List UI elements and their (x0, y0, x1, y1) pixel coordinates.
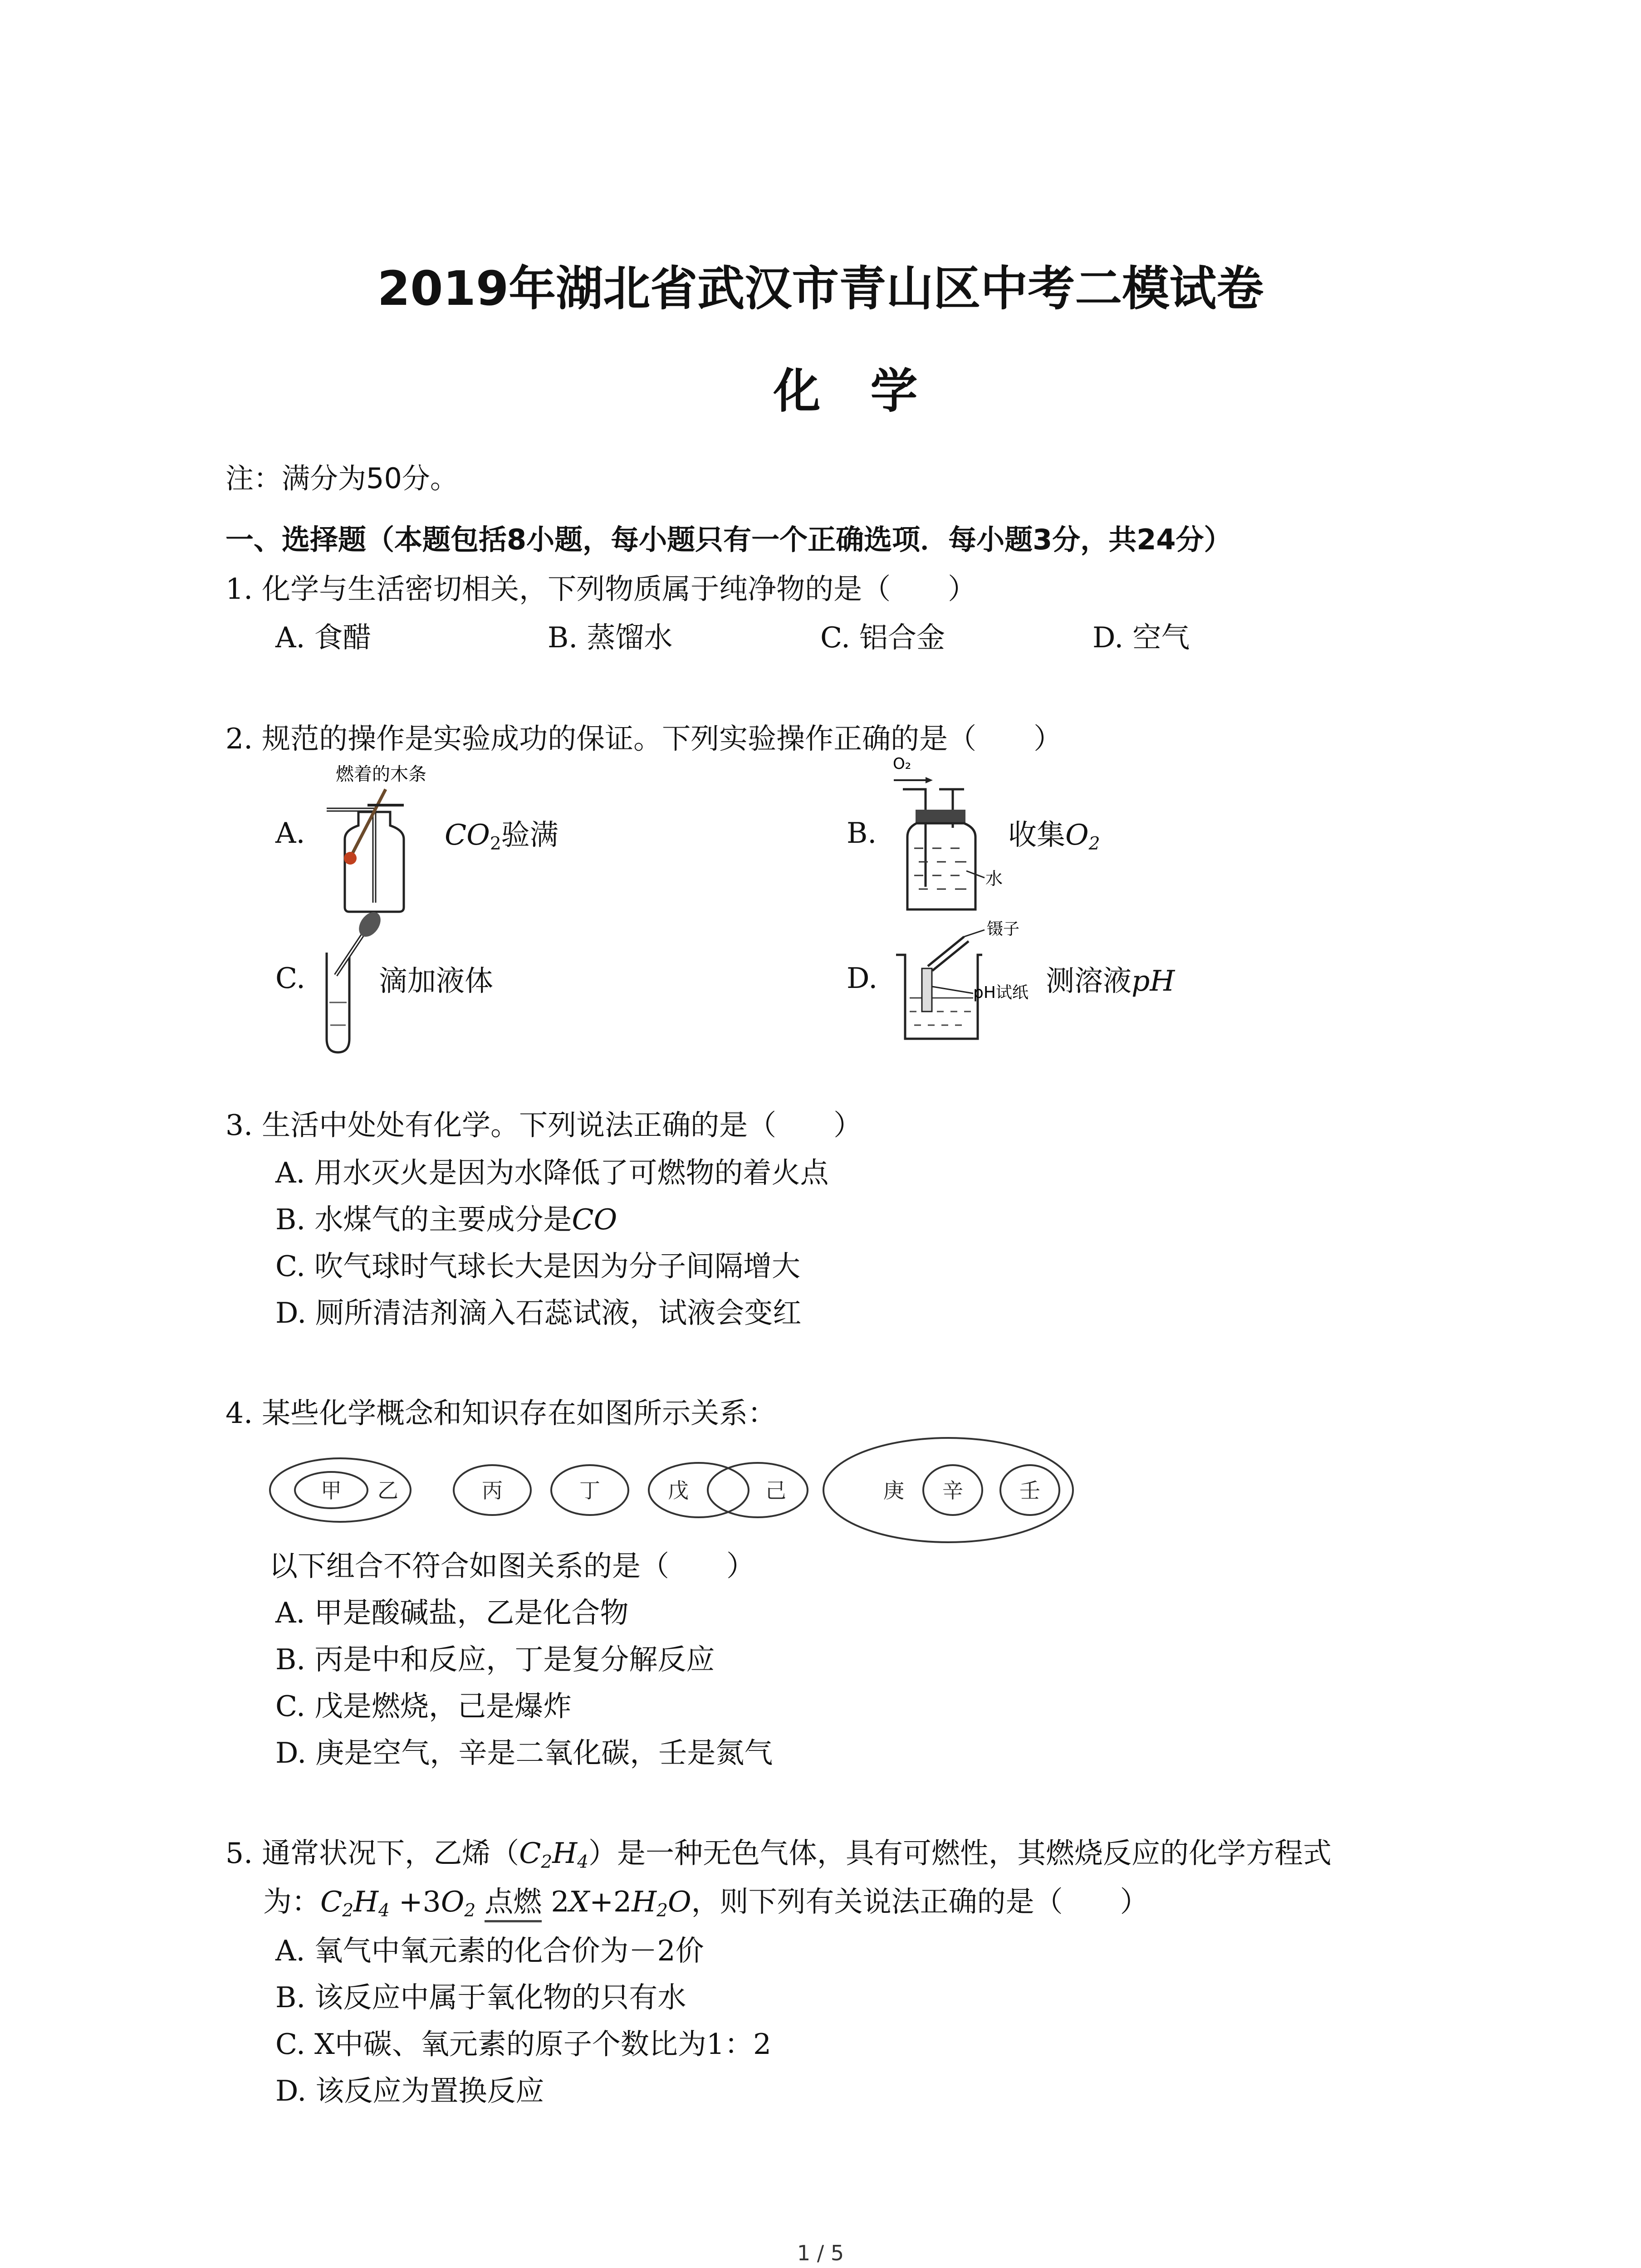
question-1-stem: 1. 化学与生活密切相关，下列物质属于纯净物的是（ ） (225, 572, 977, 606)
question-4-stem: 4. 某些化学概念和知识存在如图所示关系： (225, 1397, 777, 1430)
q1-option-a: A. 食醋 (275, 621, 372, 654)
q4-option-d: D. 庚是空气，辛是二氧化碳，壬是氮气 (275, 1736, 773, 1769)
question-2-stem: 2. 规范的操作是实验成功的保证。下列实验操作正确的是（ ） (225, 722, 1063, 755)
label-ren: 壬 (1019, 1478, 1040, 1503)
q3-option-a: A. 用水灭火是因为水降低了可燃物的着火点 (275, 1156, 829, 1189)
label-wu: 戊 (668, 1478, 689, 1503)
label-ji: 己 (765, 1478, 786, 1503)
q2-option-d-letter: D. (847, 962, 878, 995)
q4-option-b: B. 丙是中和反应，丁是复分解反应 (275, 1643, 715, 1676)
o2-label: O₂ (893, 755, 911, 773)
reaction-condition: 点燃 (485, 1885, 542, 1922)
question-4-sub-stem: 以下组合不符合如图关系的是（ ） (269, 1549, 755, 1583)
q5-option-c: C. X中碳、氧元素的原子个数比为1：2 (275, 2028, 772, 2061)
co2-full-test-figure (318, 762, 436, 916)
label-ding: 丁 (579, 1478, 600, 1503)
q3-option-b: B. 水煤气的主要成分是CO (275, 1203, 617, 1236)
q5-option-d: D. 该反应为置换反应 (275, 2074, 544, 2107)
ph-test-figure (889, 920, 1071, 1059)
burning-stick-label: 燃着的木条 (336, 764, 426, 785)
label-xin: 辛 (942, 1478, 963, 1503)
q2-option-b-letter: B. (847, 816, 877, 850)
subject-title: 化学 (773, 363, 968, 419)
q3-option-d: D. 厕所清洁剂滴入石蕊试液，试液会变红 (275, 1296, 802, 1330)
q5-option-a: A. 氧气中氧元素的化合价为－2价 (275, 1934, 704, 1967)
question-5-stem: 5. 通常状况下，乙烯$(C_2H_4)$是一种无色气体，具有可燃性，其燃烧反应的化学方程式 (225, 1837, 1332, 1872)
section-heading: 一、选择题（本题包括8小题，每小题只有一个正确选项．每小题3分，共24分） (225, 523, 1232, 556)
q4-option-c: C. 戊是燃烧，己是爆炸 (275, 1690, 572, 1723)
tweezers-label: 镊子 (987, 920, 1020, 938)
q3-option-c: C. 吹气球时气球长大是因为分子间隔增大 (275, 1250, 801, 1283)
q2-option-c-letter: C. (275, 962, 305, 995)
q2-option-b-text: 收集$O_2$ (1008, 818, 1100, 854)
question-5-equation-line: 为：$C_2H_4 +3O_2$ 点燃 $2X+2H_2O$，则下列有关说法正确的是（ ） (263, 1879, 1149, 1921)
q5-option-b: B. 该反应中属于氧化物的只有水 (275, 1981, 686, 2014)
q2-option-d-text: 测溶液pH (1046, 964, 1175, 997)
label-jia: 甲 (321, 1478, 342, 1503)
label-yi: 乙 (377, 1478, 398, 1503)
q1-option-d: D. 空气 (1092, 621, 1190, 654)
question-3-stem: 3. 生活中处处有化学。下列说法正确的是（ ） (225, 1109, 862, 1142)
water-label: 水 (985, 869, 1003, 889)
ph-paper-label: pH试纸 (973, 983, 1029, 1002)
exam-title: 2019年湖北省武汉市青山区中考二模试卷 (377, 261, 1264, 316)
page-number: 1 / 5 (797, 2241, 844, 2265)
o2-collection-figure (889, 755, 1007, 919)
score-note: 注：满分为50分。 (225, 462, 458, 495)
q2-option-a-letter: A. (275, 816, 305, 850)
q1-option-c: C. 铝合金 (820, 621, 945, 654)
q1-option-b: B. 蒸馏水 (548, 621, 673, 654)
label-geng: 庚 (883, 1478, 904, 1503)
concept-relation-diagram (268, 1438, 1102, 1547)
q2-option-a-text: $CO_2$验满 (445, 818, 558, 854)
q2-option-c-text: 滴加液体 (379, 964, 493, 997)
label-bing: 丙 (482, 1478, 503, 1503)
q4-option-a: A. 甲是酸碱盐，乙是化合物 (275, 1596, 629, 1629)
